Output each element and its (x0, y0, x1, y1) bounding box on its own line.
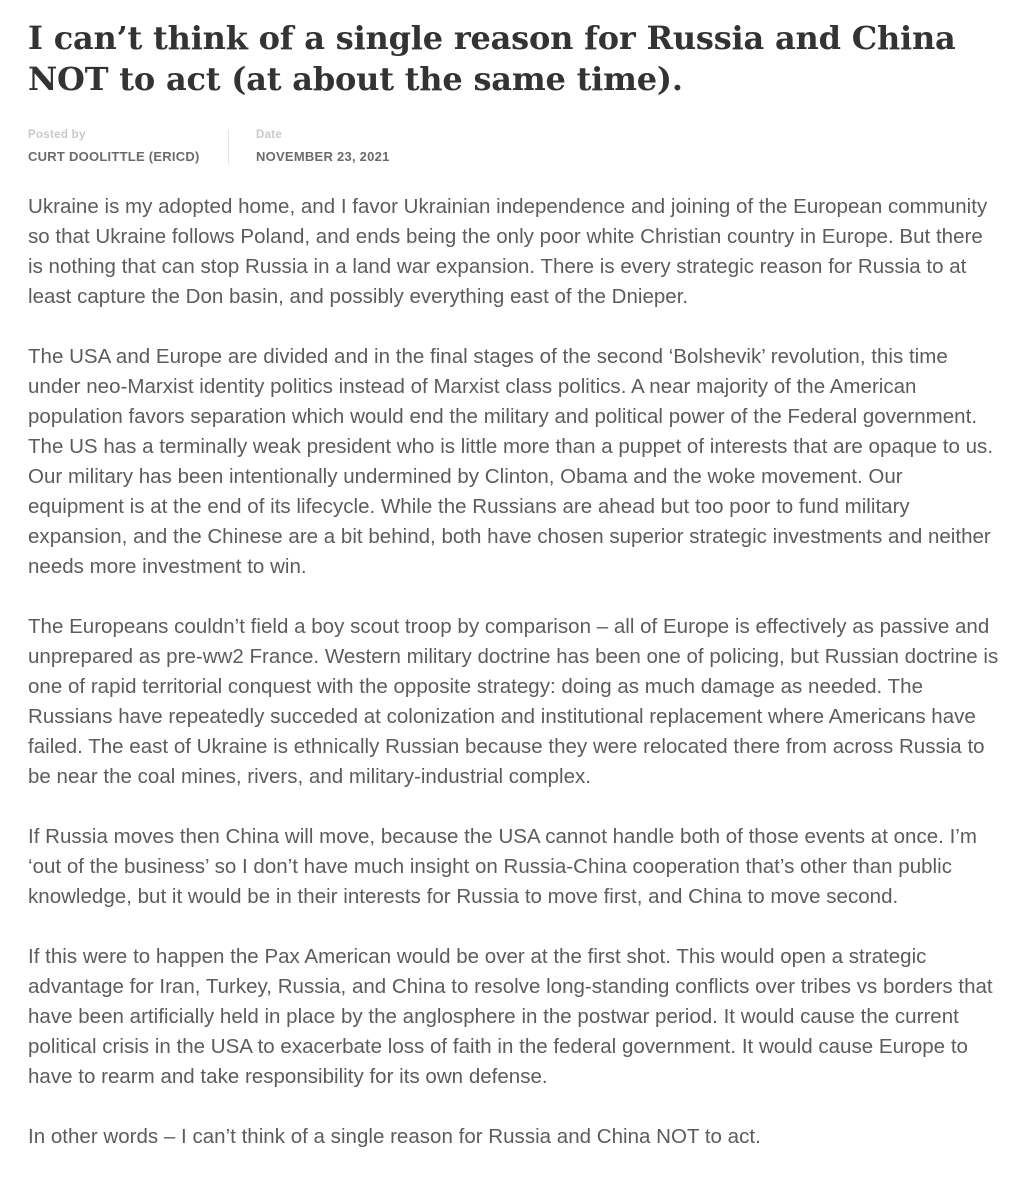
meta-date-block (229, 128, 390, 166)
body-paragraph: The Europeans couldn’t field a boy scout troop by comparison – all of Europe is effectively as passive and unprepared as pre-ww2 France. Western military doctrine has been one of policing, but Russian doctrine is one of rapid territorial conquest with the opposite strategy: doing as much damage as needed. The Russians have repeatedly succeded at colonization and institutional replacement where Americans have failed. The east of Ukraine is ethnically Russian because they were relocated there from across Russia to be near the coal mines, rivers, and military-industrial complex. (28, 615, 999, 789)
body-paragraph: If this were to happen the Pax American would be over at the first shot. This would open a strategic advantage for Iran, Turkey, Russia, and China to resolve long-standing conflicts over tribes vs borders that have been artificially held in place by the anglosphere in the postwar period. It would cause the current political crisis in the USA to exacerbate loss of faith in the federal government. It would cause Europe to have to rearm and take responsibility for its own defense. (28, 945, 993, 1089)
meta-date-label: Date (256, 128, 283, 141)
body-paragraph: If Russia moves then China will move, because the USA cannot handle both of those events at once. I’m ‘out of the business’ so I don’t have much insight on Russia-China cooperation that’s other than public knowledge, but it would be in their interests for Russia to move first, and China to move second. (28, 825, 977, 909)
meta-author-block (28, 128, 228, 166)
body-paragraph: Ukraine is my adopted home, and I favor Ukrainian independence and joining of the European community so that Ukraine follows Poland, and ends being the only poor white Christian country in Europe. But there is nothing that can stop Russia in a land war expansion. There is every strategic reason for Russia to at least capture the Don basin, and possibly everything east of the Dnieper. (28, 195, 988, 309)
page-title: I can’t think of a single reason for Russia and China NOT to act (at about the same time). (28, 19, 956, 98)
post-body (28, 192, 1000, 1152)
meta-author-label: Posted by (28, 128, 86, 141)
body-paragraph: The USA and Europe are divided and in the final stages of the second ‘Bolshevik’ revolution, this time under neo-Marxist identity politics instead of Marxist class politics. A near majority of the American population favors separation which would end the military and political power of the Federal government. The US has a terminally weak president who is little more than a puppet of interests that are opaque to us. Our military has been intentionally undermined by Clinton, Obama and the woke movement. Our equipment is at the end of its lifecycle. While the Russians are ahead but too poor to fund military expansion, and the Chinese are a bit behind, both have chosen superior strategic investments and neither needs more investment to win. (28, 345, 994, 579)
post-meta (28, 128, 1000, 166)
meta-date-value: NOVEMBER 23, 2021 (256, 149, 390, 165)
body-paragraph: In other words – I can’t think of a single reason for Russia and China NOT to act. (28, 1125, 761, 1149)
meta-author-value[interactable]: CURT DOOLITTLE (ERICD) (28, 149, 200, 165)
